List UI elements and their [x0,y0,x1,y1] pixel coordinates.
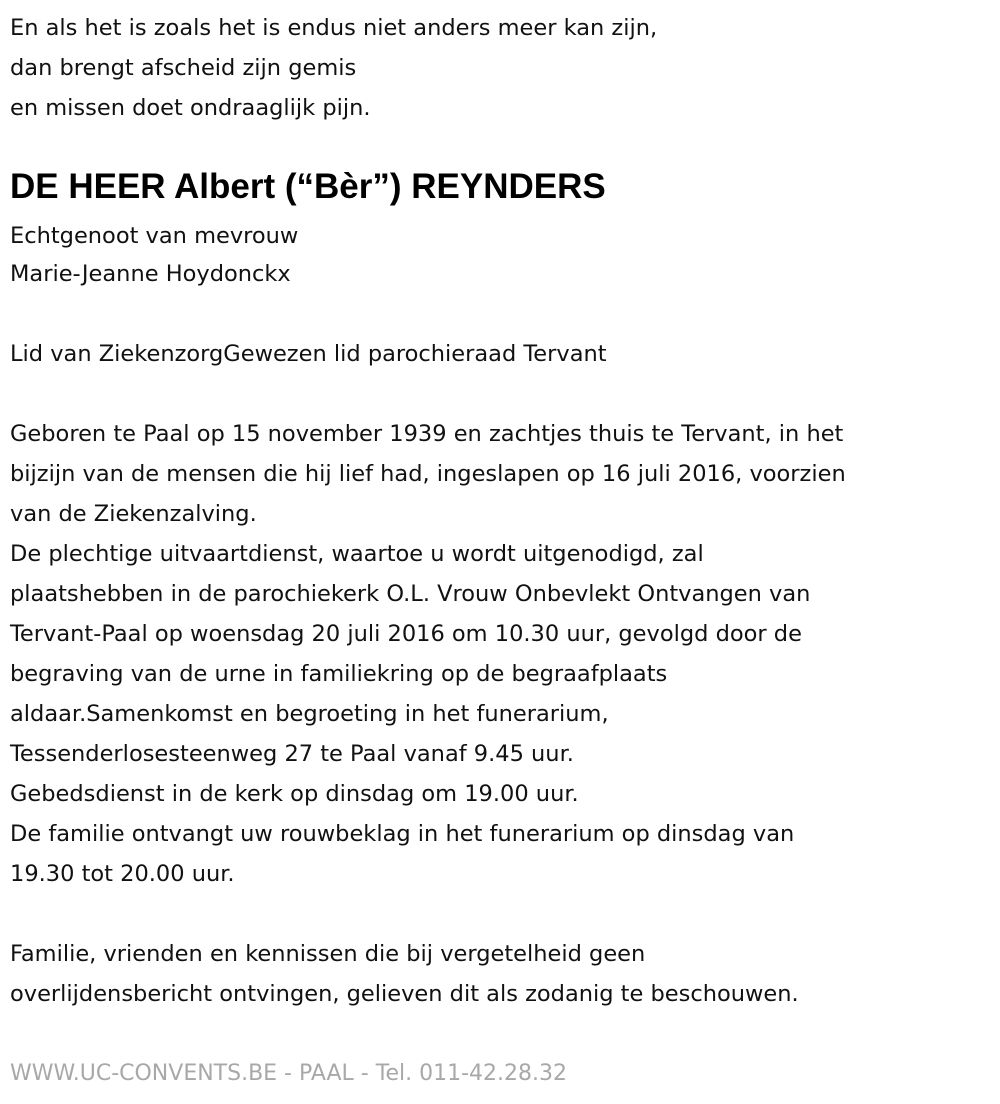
spouse-line: Marie-Jeanne Hoydonckx [10,261,291,287]
detail-line: De familie ontvangt uw rouwbeklag in het funerarium op dinsdag van [10,821,795,847]
notice-line: overlijdensbericht ontvingen, gelieven dit als zodanig te beschouwen. [10,981,799,1007]
detail-line: bijzijn van de mensen die hij lief had, ingeslapen op 16 juli 2016, voorzien [10,461,846,487]
detail-line: van de Ziekenzalving. [10,501,257,527]
detail-line: Geboren te Paal op 15 november 1939 en zachtjes thuis te Tervant, in het [10,421,844,447]
detail-line: De plechtige uitvaartdienst, waartoe u wordt uitgenodigd, zal [10,541,704,567]
membership-text: Lid van ZiekenzorgGewezen lid parochieraad Tervant [10,341,607,367]
detail-line: begraving van de urne in familiekring op de begraafplaats [10,661,668,687]
detail-line: Tervant-Paal op woensdag 20 juli 2016 om 10.30 uur, gevolgd door de [10,621,802,647]
notice-line: Familie, vrienden en kennissen die bij vergetelheid geen [10,941,646,967]
poem-line: En als het is zoals het is endus niet anders meer kan zijn, [10,15,658,41]
detail-line: plaatshebben in de parochiekerk O.L. Vrouw Onbevlekt Ontvangen van [10,581,811,607]
spouse-line: Echtgenoot van mevrouw [10,223,299,249]
poem-line: en missen doet ondraaglijk pijn. [10,95,371,121]
detail-line: 19.30 tot 20.00 uur. [10,861,235,887]
poem-line: dan brengt afscheid zijn gemis [10,55,357,81]
detail-line: aldaar.Samenkomst en begroeting in het funerarium, [10,701,609,727]
detail-line: Gebedsdienst in de kerk op dinsdag om 19.00 uur. [10,781,579,807]
detail-line: Tessenderlosesteenweg 27 te Paal vanaf 9.45 uur. [10,741,574,767]
footer-contact: WWW.UC-CONVENTS.BE - PAAL - Tel. 011-42.28.32 [10,1061,567,1086]
deceased-name-title: DE HEER Albert (“Bèr”) REYNDERS [10,167,606,206]
